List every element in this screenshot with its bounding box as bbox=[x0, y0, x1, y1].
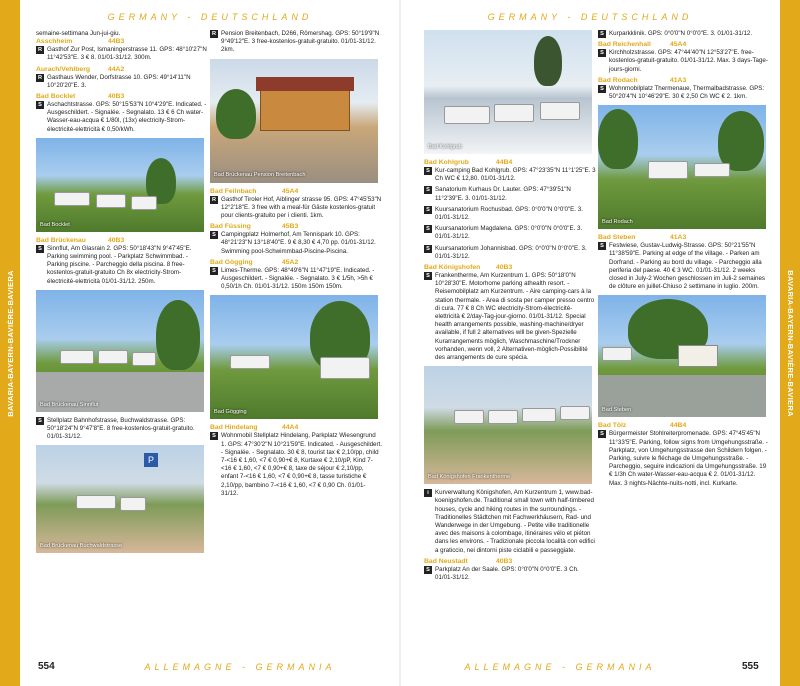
entry-text: Kuursanatorium Magdalena. GPS: 0°0'0"N 0°0'0"E. 3. 01/01-31/12. bbox=[435, 225, 583, 241]
stopover-icon: S bbox=[598, 242, 606, 250]
entry-text: Sinnflut, Am Glasrain 2. GPS: 50°18'43"N 9°47'45"E. Parking swimming pool. - Parkplatz Schwimmbad. - Parking piscine. - Parcheggio della piscina. 8 free-kostenlos-gratuit-gratuito Ch 8x electricity-Strom-électricité-elettricità 01/01-31/12. 250m. bbox=[47, 244, 192, 285]
photo-bad-kohlgrub bbox=[424, 30, 592, 154]
right-running-foot: ALLEMAGNE - GERMANIA bbox=[464, 662, 656, 672]
photo-caption: Bad Kohlgrub bbox=[428, 143, 462, 150]
map-code: 45B3 bbox=[282, 223, 299, 231]
stopover-icon: S bbox=[36, 417, 44, 425]
map-code: 40B3 bbox=[108, 93, 125, 101]
entry-name: Asschheim bbox=[36, 38, 73, 46]
entry-bad-toelz bbox=[598, 422, 770, 487]
photo-pension-breitenbach bbox=[210, 59, 378, 183]
photo-bad-brueckenau-sinnflut bbox=[36, 290, 204, 412]
entry-text: Gasthaus Wender, Dorfstrasse 10. GPS: 49°14'11"N 10°20'20"E. 3. bbox=[47, 73, 191, 89]
entry-text: Gasthof Zur Post, Ismaningerstrasse 11. GPS: 48°10'27"N 11°42'53"E. 3 € 8. 01/01-31/12. 300m. bbox=[47, 46, 207, 62]
left-side-label: BAVARIA-BAYERN-BAVIÈRE-BAVIERA bbox=[5, 269, 15, 417]
entry-name: Bad Rodach bbox=[598, 76, 638, 84]
stopover-icon: S bbox=[36, 245, 44, 253]
entry-name: Bad Bocklet bbox=[36, 93, 76, 101]
entry-name: Bad Gögging bbox=[210, 258, 253, 266]
entry-kurparkklinik bbox=[598, 30, 770, 38]
entry-bad-neustadt bbox=[424, 558, 596, 582]
entry-text: Gasthof Tiroler Hof, Aiblinger strasse 95. GPS: 47°45'53"N 12°2'18"E. 3 free with a meal-für Gäste kostenlos-gratuit pour clients-gratuito per i clienti. 1km. bbox=[221, 195, 382, 220]
right-side-label: BAVARIA-BAYERN-BAVIÈRE-BAVIERA bbox=[785, 269, 795, 417]
entry-asschheim bbox=[36, 38, 208, 62]
entry-bad-fuessing bbox=[210, 223, 382, 256]
column-3 bbox=[424, 30, 596, 585]
entry-bad-feilnbach bbox=[210, 188, 382, 221]
entry-kurverwaltung bbox=[424, 489, 596, 555]
entry-bad-kohlgrub bbox=[424, 159, 596, 183]
entry-magdalena bbox=[424, 225, 596, 241]
stopover-icon: S bbox=[36, 101, 44, 109]
entry-text: Campingplatz Holmerhof, Am Tennispark 10. GPS: 48°21'23"N 13°18'40"E. 9 € 8,30 € 4,70 pp. 01/01-31/12. Swimming pool-Schwimmbad-Piscine-Piscina. bbox=[221, 231, 376, 255]
entry-text: Aschachtstrasse. GPS: 50°15'53"N 10°4'29"E. Indicated. - Ausgeschildert. - Signalée. - Segnalato. 13 € 6 Ch water-Wasser-eau-acqua € 1/80l, (13x) electricity-Strom-électricité-elettricità € 0,50/kWh. bbox=[47, 101, 207, 133]
column-2 bbox=[210, 30, 382, 501]
map-code: 44A4 bbox=[282, 424, 299, 432]
entry-text: Sanatorium Kurhaus Dr. Lauter. GPS: 47°39'51"N 11°2'39"E. 3. 01/01-31/12. bbox=[435, 186, 571, 202]
restaurant-icon: R bbox=[211, 31, 217, 37]
gutter bbox=[399, 0, 401, 686]
entry-bad-rodach bbox=[598, 77, 770, 101]
map-code: 44B4 bbox=[670, 422, 687, 430]
photo-caption: Bad Bocklet bbox=[40, 221, 70, 228]
stopover-icon: S bbox=[424, 245, 432, 253]
map-code: 44B3 bbox=[108, 38, 125, 46]
entry-text: Kirchholzstrasse. GPS: 47°44'40"N 12°53'27"E. free-kostenlos-gratuit-gratuito. 01/01-31/12. Max. 3 days-Tage-jours-giorni. bbox=[609, 49, 768, 73]
photo-caption: Bad Gögging bbox=[214, 409, 247, 416]
photo-bad-rodach bbox=[598, 105, 766, 229]
photo-bad-brueckenau-buchwaldstrasse bbox=[36, 445, 204, 553]
column-4 bbox=[598, 30, 770, 491]
entry-text: Wohnmobilplatz Thermenaue, Thermalbadstrasse. GPS: 50°20'4"N 10°46'29"E. 30 € 2,50 Ch WC € 2. 1km. bbox=[609, 84, 765, 101]
entry-text: Festwiese, Gustav-Ludwig-Strasse. GPS: 50°21'55"N 11°38'59"E. Parking at edge of the village. - Parken am Dorfrand. - Parking au bord du village. - Parcheggio alla periferia del paese. 40 € 3 WC. 01/01-31/12. 2 weeks closed in July-2 Wochen geschlossen im Juli-2 semaines de clôture en juillet-Chiuso 2 settimane in luglio. 200m. bbox=[609, 242, 766, 291]
map-code: 44B4 bbox=[496, 159, 513, 166]
entry-name: Bad Brückenau bbox=[36, 236, 86, 244]
entry-name: Bad Reichenhall bbox=[598, 41, 651, 49]
photo-bad-steben bbox=[598, 295, 766, 417]
entry-text: Frankentherme, Am Kurzentrum 1. GPS: 50°18'0"N 10°28'30"E. Motorhome parking athealth resort. - Reisemobilplatz am Kurzentrum. - Aire camping-cars à la station thermale. - Area di sosta per camper presso centro di cura. 77 € 8 Ch WC electricity-Strom-électricité-elettricità € 2/day-Tag-jour-giorno. 01/01-31/12. Special health arrangements possible, washing-machine/dryer available, if full 2 alternatives will be given-Spezielle Kurarrangements möglich, Waschmaschine/Trockner vorhanden, wenn voll, 2 Alternativen-möglich-Possibilité des arrangements de cure spécia. bbox=[435, 272, 595, 362]
map-code: 40B3 bbox=[496, 557, 513, 565]
photo-caption: Bad Steben bbox=[602, 407, 632, 414]
map-code: 44A2 bbox=[108, 65, 125, 73]
restaurant-icon: R bbox=[211, 196, 217, 203]
column-1 bbox=[36, 30, 208, 558]
entry-name: Bad Füssing bbox=[210, 223, 251, 231]
stopover-icon: S bbox=[424, 272, 432, 280]
entry-text: Pension Breitenbach, D266, Römershag. GPS: 50°19'9"N 9°49'12"E. 3 free-kostenlos-gratuit-gratuito. 01/01-31/12. 2km. bbox=[221, 30, 380, 54]
parking-sign-icon: P bbox=[144, 453, 158, 467]
restaurant-icon: R bbox=[37, 47, 43, 54]
stopover-icon: S bbox=[424, 186, 432, 194]
entry-text: Kuursanatorium Rochusbad. GPS: 0°0'0"N 0°0'0"E. 3. 01/01-31/12. bbox=[435, 205, 583, 222]
entry-name: Bad Steben bbox=[598, 234, 636, 242]
left-running-head: GERMANY - DEUTSCHLAND bbox=[107, 12, 313, 22]
entry-text: Kurverwaltung Königshofen, Am Kurzentrum 1, www.bad-koenigshofen.de. Traditional small town with half-timbered houses, cycle and hiking routes in the surroundings. - Traditionelles Städtchen mit Fachwerkhäusern, Rad- und Wanderwege in der Umgebung. - Petite ville traditionelle avec des maisons à colombage, itinéraires vélo et piéton dans les environs. - Tradizionale piccola località con edifici a graticcio, nei dintorni piste ciclabili e passeggiate. bbox=[435, 489, 595, 554]
entry-text: Bürgermeister Stohlreiterpromenade. GPS: 47°45'45"N 11°33'5"E. Parking, follow signs from Umgehungsstraße. - Parkplatz, von Umgehungsstrasse den Schildern folgen. - Parking, suivre le fléchage de Umgehungsstraße. - Parcheggio, seguire indicazioni da Umgehungsstraße. 19 € 1/3h Ch water-Wasser-eau-acqua € 2. 01/01-31/12. Max. 3 nights-Nächte-nuits-notti, incl. Kurkarte. bbox=[609, 430, 768, 487]
entry-bahnhofstrasse bbox=[36, 417, 208, 442]
entry-text: Stellplatz Bahnhofstrasse, Buchwaldstrasse. GPS: 50°18'24"N 9°47'8"E. 8 free-kostenlos-gratuit-gratuito. 01/01-31/12. bbox=[47, 416, 195, 441]
entry-bad-bocklet bbox=[36, 93, 208, 134]
map-code: 45A4 bbox=[670, 41, 687, 49]
entry-rochusbad bbox=[424, 206, 596, 222]
entry-name: Bad Tölz bbox=[598, 422, 627, 430]
entry-text: Kurparkklinik. GPS: 0°0'0"N 0°0'0"E. 3. 01/01-31/12. bbox=[609, 30, 753, 37]
stopover-icon: S bbox=[424, 225, 432, 233]
entry-text: Wohnmobil Stellplatz Hindelang, Parkplatz Wiesengrund 1. GPS: 47°30'2"N 10°21'59"E. Indicated. - Ausgeschildert. - Signalée. - Segnalato. 30 € 8, tourist tax € 2,10/pp, child 7-<16 € 1,60, <7 € 0,90+€ 8, Kurtaxe € 2,10/pP, Kind 7-<16 € 1,60, <7 € 0,90+€ 8, taxe de séjour € 2,10/pp, enfant 7-<16 € 1,60, <7 € 0,90+€ 8, tasse turistiche € 2,10/pp, bambino 7-<16 € 1,60, <7 € 0,90 Ch. 01/01-31/12. bbox=[221, 432, 382, 497]
entry-bad-hindelang bbox=[210, 424, 382, 498]
intro-text: semaine-settimana Jun-jui-giu. bbox=[36, 30, 121, 37]
entry-name: Bad Hindelang bbox=[210, 424, 258, 432]
entry-bad-brueckenau bbox=[36, 237, 208, 286]
map-code: 45A4 bbox=[282, 187, 299, 195]
info-icon: i bbox=[424, 489, 432, 497]
map-code: 41A3 bbox=[670, 234, 687, 242]
entry-bad-goegging bbox=[210, 259, 382, 292]
restaurant-icon: R bbox=[37, 74, 43, 81]
entry-name: Bad Königshofen bbox=[424, 264, 481, 272]
entry-text: Parkplatz An der Saale. GPS: 0°0'0"N 0°0'0"E. 3 Ch. 01/01-31/12. bbox=[435, 565, 579, 582]
entry-bad-reichenhall bbox=[598, 41, 770, 74]
entry-johannisbad bbox=[424, 245, 596, 261]
entry-aurach bbox=[36, 66, 208, 90]
entry-sanatorium-lauter bbox=[424, 186, 596, 202]
stopover-icon: S bbox=[598, 30, 606, 38]
photo-caption: Bad Brückenau Pension Breitenbach bbox=[214, 172, 306, 179]
map-code: 41A3 bbox=[670, 76, 687, 84]
right-page-number: 555 bbox=[742, 661, 759, 672]
stopover-icon: S bbox=[210, 432, 218, 440]
stopover-icon: S bbox=[424, 206, 432, 214]
photo-caption: Bad Brückenau Buchwaldstrasse bbox=[40, 543, 123, 550]
stopover-icon: S bbox=[424, 566, 432, 574]
stopover-icon: S bbox=[598, 85, 606, 93]
left-page-number: 554 bbox=[38, 661, 55, 672]
map-code: 40B3 bbox=[108, 236, 125, 244]
stopover-icon: S bbox=[210, 267, 218, 275]
entry-text: Kuursanatorium Johannisbad. GPS: 0°0'0"N 0°0'0"E. 3. 01/01-31/12. bbox=[435, 244, 587, 260]
stopover-icon: S bbox=[424, 167, 432, 175]
stopover-icon: S bbox=[598, 49, 606, 57]
map-code: 40B3 bbox=[496, 264, 513, 272]
stopover-icon: S bbox=[598, 430, 606, 438]
photo-bad-goegging bbox=[210, 295, 378, 419]
entry-name: Aurach/Vehlberg bbox=[36, 65, 91, 73]
left-running-foot: ALLEMAGNE - GERMANIA bbox=[144, 662, 336, 672]
photo-caption: Bad Rodach bbox=[602, 219, 633, 226]
map-code: 45A2 bbox=[282, 258, 299, 266]
entry-name: Bad Feilnbach bbox=[210, 187, 257, 195]
photo-caption: Bad Königshofen Frankentherme bbox=[428, 474, 511, 481]
entry-bad-koenigshofen bbox=[424, 264, 596, 362]
photo-bad-bocklet bbox=[36, 138, 204, 232]
entry-name: Bad Neustadt bbox=[424, 557, 468, 565]
entry-text: Limes-Therme. GPS: 48°49'6"N 11°47'19"E. Indicated. - Ausgeschildert. - Signalée. - Segnalato. 3 € 1/5h, >5h € 0,50/1h Ch. 01/01-31/12. 150m 150m 150m. bbox=[221, 266, 375, 291]
entry-pension-breitenbach bbox=[210, 30, 382, 55]
stopover-icon: S bbox=[210, 231, 218, 239]
photo-caption: Bad Brückenau Sinnflut bbox=[40, 401, 99, 408]
entry-text: Kur-camping Bad Kohlgrub. GPS: 47°23'35"N 11°1'25"E. 3 Ch WC € 12,80. 01/01-31/12. bbox=[435, 167, 596, 183]
photo-frankentherme bbox=[424, 366, 592, 484]
entry-name: Bad Kohlgrub bbox=[424, 159, 469, 166]
entry-bad-steben bbox=[598, 234, 770, 291]
right-running-head: GERMANY - DEUTSCHLAND bbox=[487, 12, 693, 22]
